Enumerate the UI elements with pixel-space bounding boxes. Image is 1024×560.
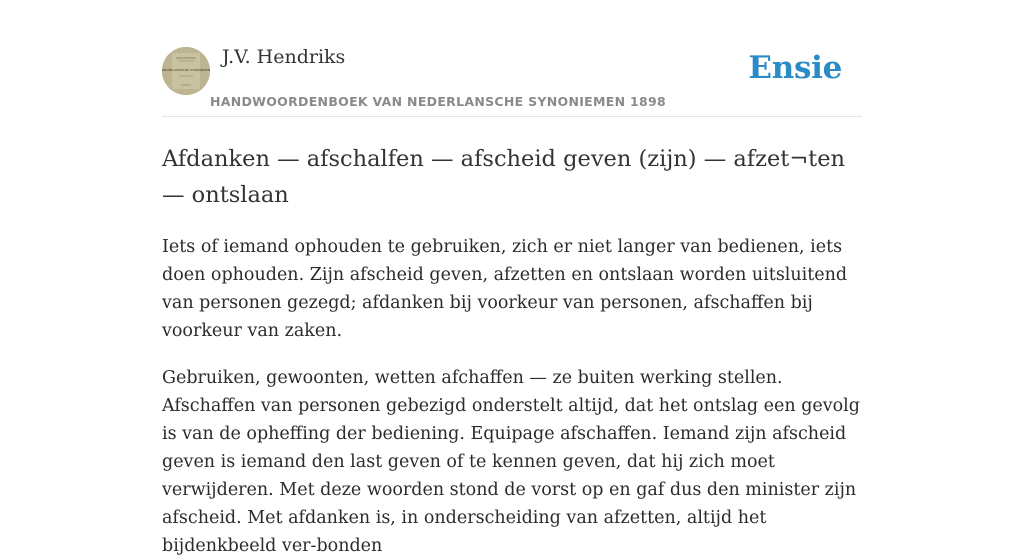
article-header (162, 0, 862, 117)
article-paragraph: Gebruiken, gewoonten, wetten afchaffen — ze buiten werking stellen. Afschaffen van personen gebezigd onderstelt altijd, dat het ontslag een gevolg is van de opheffing der bediening. Equipage afschaffen. Iemand zijn afscheid geven is iemand den last geven of te kennen geven, dat hij zich moet verwijderen. Met deze woorden stond de vorst op en gaf dus den minister zijn afscheid. Met afdanken is, in onderscheiding van afzetten, altijd het bijdenkbeeld ver-bonden (162, 368, 860, 556)
article-title: Afdanken — afschalfen — afscheid geven (zijn) — afzet¬ten — ontslaan (162, 146, 846, 208)
source-title[interactable]: HANDWOORDENBOEK VAN NEDERLANSCHE SYNONIEMEN 1898 (210, 94, 667, 109)
article-paragraph: Iets of iemand ophouden te gebruiken, zich er niet langer van bedienen, iets doen ophouden. Zijn afscheid geven, afzetten en ontslaan worden uitsluitend van personen gezegd; afdanken bij voorkeur van personen, afschaffen bij voorkeur van zaken. (162, 237, 848, 341)
book-cover-icon (162, 47, 210, 95)
avatar[interactable] (162, 47, 210, 95)
page-container (162, 0, 862, 560)
author-name[interactable]: J.V. Hendriks (222, 46, 346, 68)
svg-text:NEDERLANDSCHE SYNONIEMEN: NEDERLANDSCHE SYNONIEMEN (162, 68, 210, 72)
brand-logo[interactable]: Ensie (748, 50, 842, 86)
